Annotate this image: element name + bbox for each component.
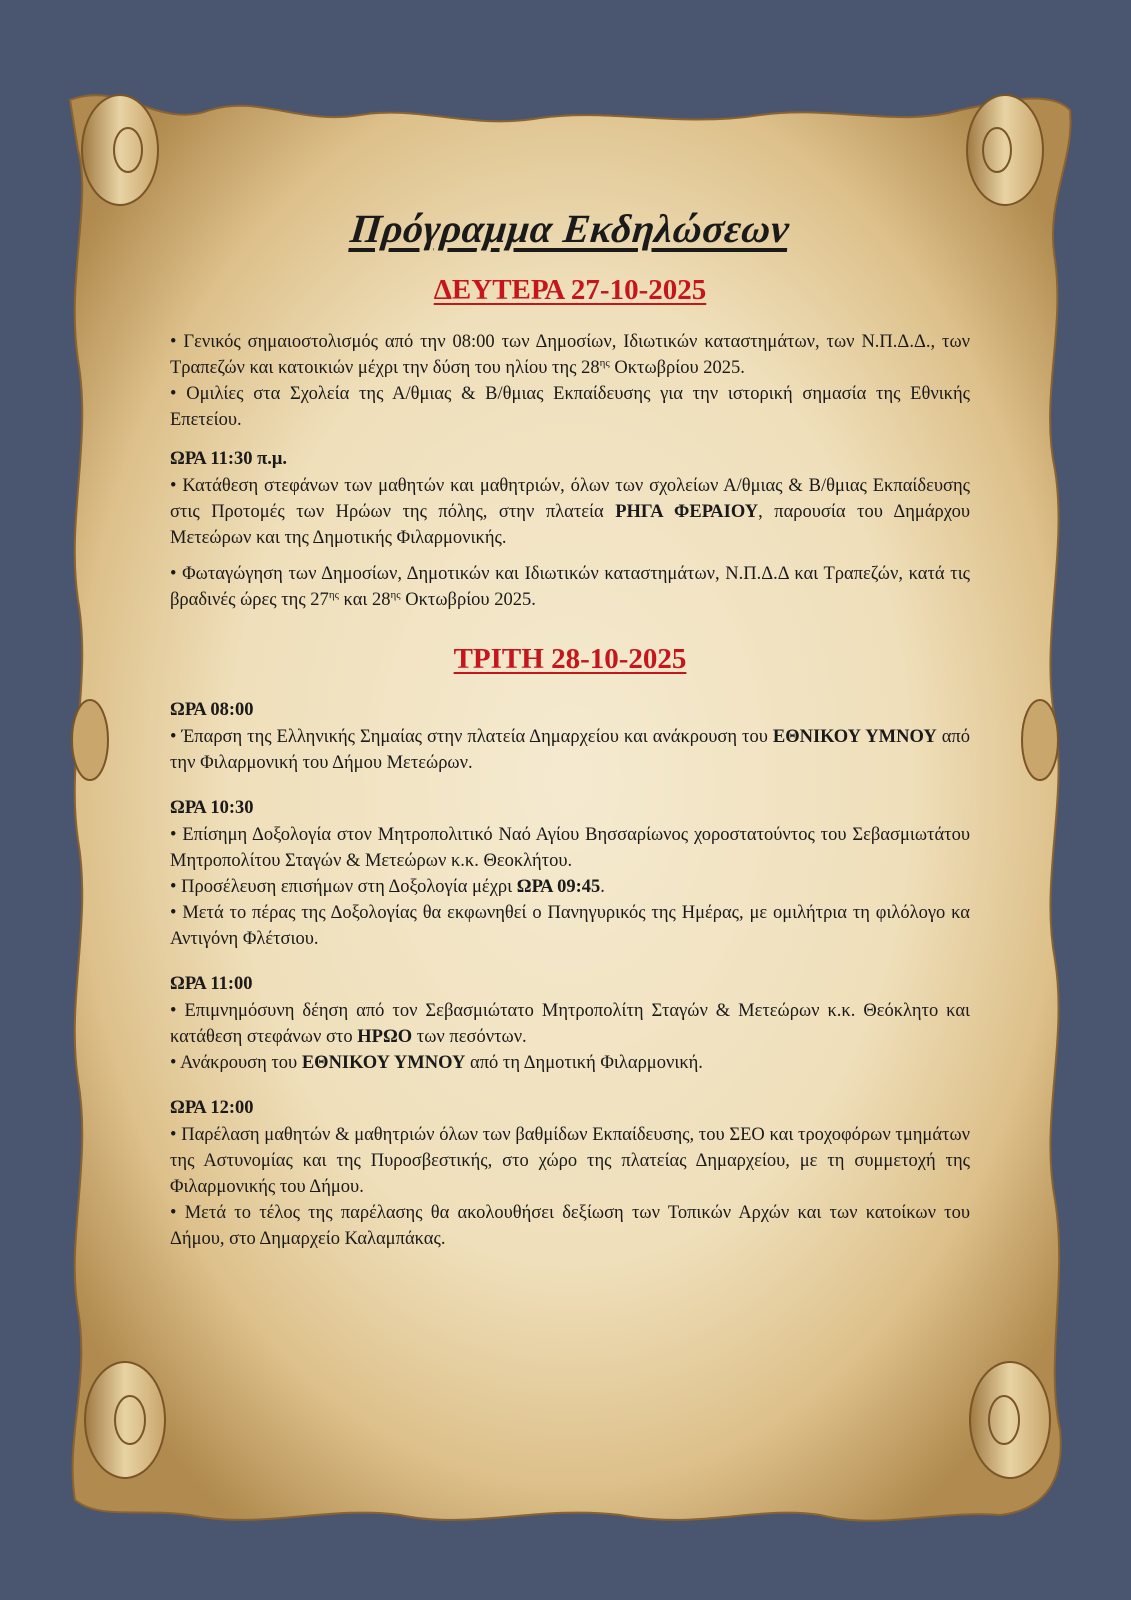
time-label: ΩΡΑ 11:30 π.μ. xyxy=(170,449,287,469)
time-label: ΩΡΑ 10:30 xyxy=(170,798,254,818)
time-label: ΩΡΑ 08:00 xyxy=(170,700,254,720)
list-item: • Ανάκρουση του ΕΘΝΙΚΟΥ ΥΜΝΟΥ από τη Δημοτική Φιλαρμονική. xyxy=(170,1053,703,1073)
list-item: • Έπαρση της Ελληνικής Σημαίας στην πλατεία Δημαρχείου και ανάκρουση του ΕΘΝΙΚΟΥ ΥΜΝΟΥ από την Φιλαρμονική του Δήμου Μετεώρων. xyxy=(170,727,970,773)
list-item: • Μετά το τέλος της παρέλασης θα ακολουθήσει δεξίωση των Τοπικών Αρχών και των κατοίκων του Δήμου, στο Δημαρχείο Καλαμπάκας. xyxy=(170,1203,971,1249)
scroll-curl-right-mid xyxy=(1022,700,1058,780)
list-item: • Ομιλίες στα Σχολεία της Α/θμιας & Β/θμιας Εκπαίδευσης για την ιστορική σημασία της Εθνικής Επετείου. xyxy=(170,384,970,430)
time-label: ΩΡΑ 12:00 xyxy=(170,1098,254,1118)
list-item: • Επίσημη Δοξολογία στον Μητροπολιτικό Ναό Αγίου Βησσαρίωνος χοροστατούντος του Σεβασμιωτάτου Μητροπολίτου Σταγών & Μετεώρων κ.κ. Θεοκλήτου. xyxy=(170,825,970,871)
scroll-curl-left-mid xyxy=(72,700,108,780)
list-item: • Φωταγώγηση των Δημοσίων, Δημοτικών και Ιδιωτικών καταστημάτων, Ν.Π.Δ.Δ και Τραπεζών, κατά τις βραδινές ώρες της $27^{\eta\varsigma}$ και $28^{\eta\varsigma}$ Οκτωβρίου 2025. xyxy=(170,564,970,610)
scroll-roll-top-left xyxy=(82,95,158,205)
scroll-roll-top-right xyxy=(967,95,1043,205)
event-program xyxy=(170,205,970,1252)
list-item: • Γενικός σημαιοστολισμός από την 08:00 των Δημοσίων, Ιδιωτικών καταστημάτων, των Ν.Π.Δ.Δ., των Τραπεζών και κατοικιών μέχρι την δύση του ηλίου της $28^{\eta\varsigma}$ Οκτωβρίου 2025. xyxy=(170,332,970,378)
list-item: • Προσέλευση επισήμων στη Δοξολογία μέχρι ΩΡΑ 09:45. xyxy=(170,877,605,897)
time-label: ΩΡΑ 11:00 xyxy=(170,974,253,994)
list-item: • Κατάθεση στεφάνων των μαθητών και μαθητριών, όλων των σχολείων Α/θμιας & Β/θμιας Εκπαίδευσης στις Προτομές των Ηρώων της πόλης, στην πλατεία ΡΗΓΑ ΦΕΡΑΙΟΥ, παρουσία του Δημάρχου Μετεώρων και της Δημοτικής Φιλαρμονικής. xyxy=(170,476,970,548)
page-title: Πρόγραμμα Εκδηλώσεων xyxy=(348,206,792,251)
scroll-roll-bottom-right xyxy=(970,1362,1050,1478)
list-item: • Παρέλαση μαθητών & μαθητριών όλων των βαθμίδων Εκπαίδευσης, του ΣΕΟ και τροχοφόρων τμημάτων της Αστυνομίας και της Πυροσβεστικής, στο χώρο της πλατείας Δημαρχείου, με τη συμμετοχή της Φιλαρμονικής του Δήμου. xyxy=(170,1125,971,1197)
list-item: • Επιμνημόσυνη δέηση από τον Σεβασμιώτατο Μητροπολίτη Σταγών & Μετεώρων κ.κ. Θεόκλητο και κατάθεση στεφάνων στο ΗΡΩΟ των πεσόντων. xyxy=(170,1001,971,1047)
day-heading-monday: ΔΕΥΤΕΡΑ 27-10-2025 xyxy=(433,274,707,306)
day-heading-tuesday: ΤΡΙΤΗ 28-10-2025 xyxy=(453,643,687,675)
list-item: • Μετά το πέρας της Δοξολογίας θα εκφωνηθεί ο Πανηγυρικός της Ημέρας, με ομιλήτρια τη φιλόλογο κα Αντιγόνη Φλέτσιου. xyxy=(170,903,970,949)
scroll-roll-bottom-left xyxy=(85,1362,165,1478)
